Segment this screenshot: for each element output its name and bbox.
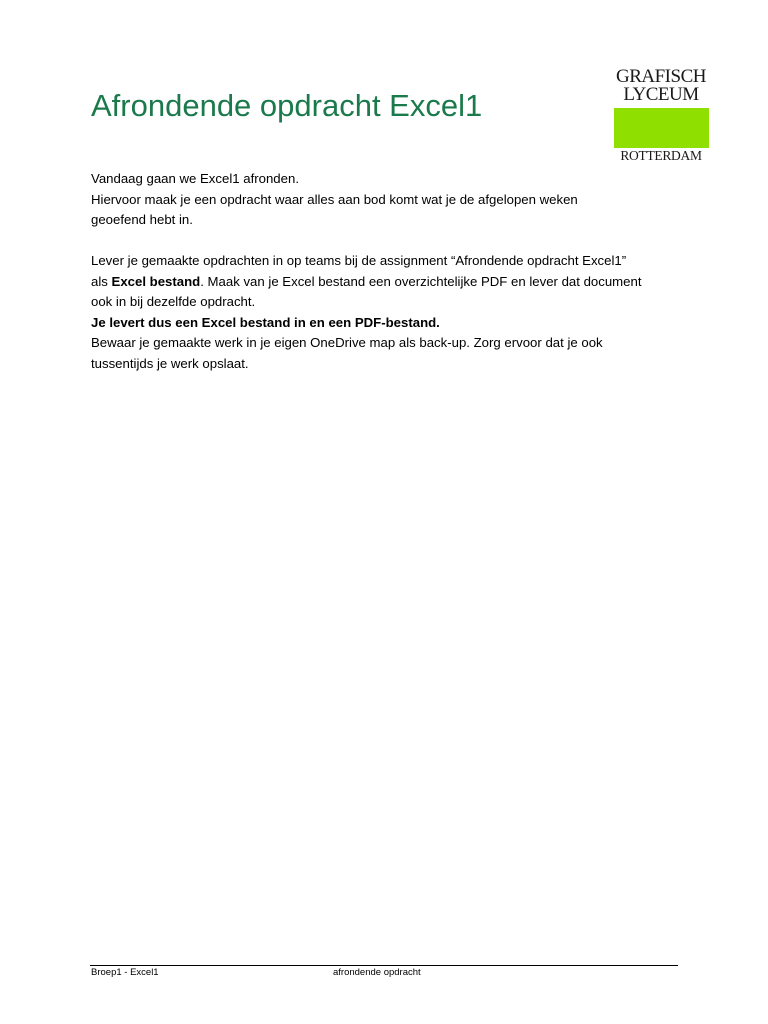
- logo-text-rotterdam: ROTTERDAM: [620, 148, 702, 163]
- footer-center-text: afrondende opdracht: [333, 967, 421, 978]
- grafisch-lyceum-logo: [612, 67, 710, 163]
- body-line: Hiervoor maak je een opdracht waar alles aan bod komt wat je de afgelopen weken: [91, 191, 578, 207]
- submission-paragraph: [91, 251, 691, 374]
- body-line: ook in bij dezelfde opdracht.: [91, 294, 256, 309]
- body-line: [91, 272, 691, 293]
- logo-text-lyceum: LYCEUM: [623, 84, 699, 105]
- document-body: [91, 169, 691, 374]
- paragraph-spacer: [91, 231, 691, 252]
- body-line: Lever je gemaakte opdrachten in op teams bij de assignment “Afrondende opdracht Excel1”: [91, 253, 627, 268]
- intro-paragraph: [91, 169, 691, 231]
- body-line: tussentijds je werk opslaat.: [91, 355, 249, 371]
- body-line: geoefend hebt in.: [91, 212, 193, 227]
- bold-excel-bestand: Excel bestand: [111, 273, 201, 289]
- logo-text-grafisch: GRAFISCH: [616, 66, 706, 87]
- body-text: als: [91, 273, 112, 289]
- footer-left-text: Broep1 - Excel1: [91, 967, 159, 978]
- body-line: Vandaag gaan we Excel1 afronden.: [91, 171, 299, 186]
- body-line: Bewaar je gemaakte werk in je eigen OneDrive map als back-up. Zorg ervoor dat je ook: [91, 335, 603, 350]
- page-title: Afrondende opdracht Excel1: [91, 88, 483, 123]
- logo-green-block: [614, 108, 709, 148]
- bold-instruction-line: Je levert dus een Excel bestand in en een PDF-bestand.: [91, 314, 440, 330]
- footer-divider: [90, 965, 678, 966]
- body-text: . Maak van je Excel bestand een overzichtelijke PDF en lever dat document: [200, 273, 642, 289]
